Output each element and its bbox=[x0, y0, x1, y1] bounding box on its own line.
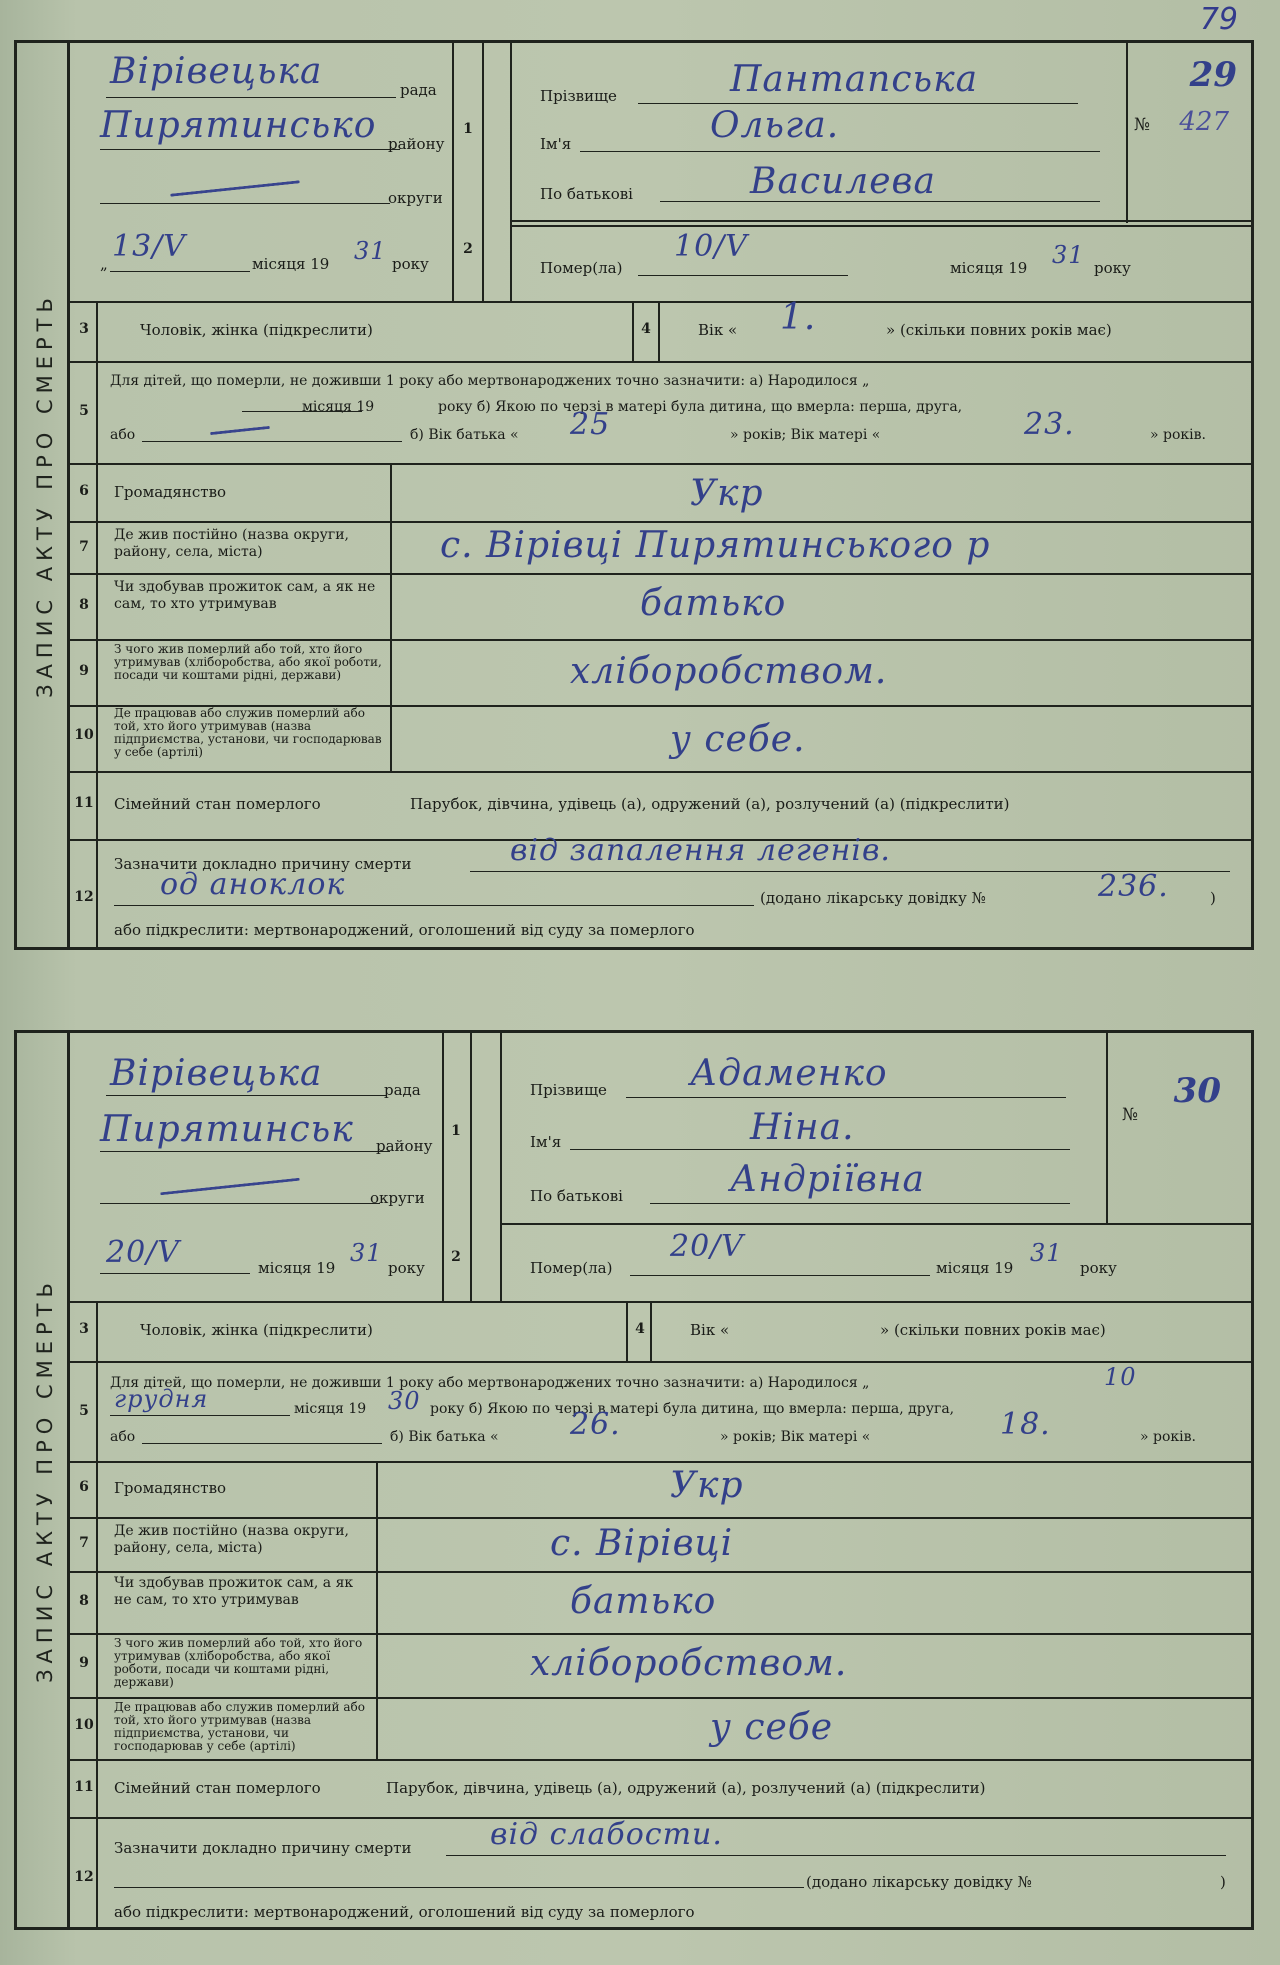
sex-label: Чоловік, жінка (підкреслити) bbox=[140, 1321, 373, 1339]
rada-value: Вірівецька bbox=[110, 51, 323, 92]
support-value: батько bbox=[640, 583, 787, 624]
cause-value-2: од аноклок bbox=[160, 867, 346, 902]
rada-value: Вірівецька bbox=[110, 1053, 323, 1094]
reg-year-value: 31 bbox=[350, 1239, 383, 1267]
cause-label: Зазначити докладно причину смерти bbox=[114, 1839, 412, 1857]
marital-options: Парубок, дівчина, удівець (а), одружений (а), розлучений (а) (підкреслити) bbox=[410, 795, 1010, 813]
okrug-dash bbox=[160, 1178, 300, 1196]
workplace-value: у себе bbox=[710, 1707, 834, 1748]
record-number: 30 bbox=[1173, 1071, 1221, 1111]
child-born-day-value: 10 bbox=[1104, 1363, 1137, 1391]
death-day-value: 10/V bbox=[674, 229, 748, 264]
workplace-value: у себе. bbox=[670, 719, 806, 760]
record-side-title bbox=[14, 40, 70, 950]
number-label: № bbox=[1134, 115, 1151, 135]
record-form: Вірівецька рада Пирятинськ району округи 20/V місяця 19 31 року 1 2 Прізвище Адаменко Ім'я Ніна. По батькові Андріївна № 30 Помер(ла) 20/V місяця 19 31 року 3 Чоловік, жінка (підкреслити) 4 Вік « » (скільки повних років має) 5 Для дітей, що померли, не доживши 1 року або мертвонароджених точно зазначити: а) Народилося „ 10 грудня місяця 19 30 року б) Якою по черзі в матері була дитина, що вмерла: перша, друга, або б) Вік батька « 26. » років; Вік матері « 18. » років. 6 Громадянство Укр 7 Де жив постійно (назва округи, району, села, міста) с. Вірівці 8 Чи здобував прожиток сам, а як не сам, то хто утримував батько 9 З чого жив померлий або той, хто його утримував (хліборобства, або якої роботи, посади чи коштами рідні, держави) хліборобством. 10 Де працював або служив померлий або той, хто його утримував (назва підприємства, установи, чи господарював у себе (артілі) у себе 11 Сімейний стан померлого Парубок, дівчина, удівець (а), одружений (а), розлучений (а) (підкреслити) 12 Зазначити докладно причину смерти від слабости. (додано лікарську довідку № ) або підкреслити: мертвонароджений, оголошений від суду за померлого bbox=[70, 1030, 1254, 1930]
child-born-year-value: 30 bbox=[388, 1387, 421, 1415]
cause-value-1: від слабости. bbox=[490, 1817, 723, 1852]
support-label: Чи здобував прожиток сам, а як не сам, то хто утримував bbox=[114, 1575, 354, 1608]
side-title-text: ЗАПИС АКТУ ПРО СМЕРТЬ bbox=[33, 1277, 57, 1683]
certificate-label: (додано лікарську довідку № bbox=[760, 889, 986, 907]
citizenship-value: Укр bbox=[670, 1465, 744, 1506]
death-month-label: місяця 19 bbox=[936, 1259, 1014, 1277]
reg-day-value: 20/V bbox=[106, 1235, 180, 1270]
occupation-label: З чого жив померлий або той, хто його утримував (хліборобства, або якої роботи, посади чи коштами рідні, держави) bbox=[114, 1636, 363, 1689]
patronymic-label: По батькові bbox=[530, 1187, 623, 1205]
reg-year-label: року bbox=[388, 1259, 425, 1277]
name-value: Ольга. bbox=[710, 105, 840, 146]
age-label: Вік « bbox=[698, 321, 738, 339]
raion-label: району bbox=[376, 1137, 433, 1155]
workplace-label: Де працював або служив померлий або той, хто його утримував (назва підприємства, установи, чи господарював у себе (артілі) bbox=[114, 706, 382, 759]
reg-month-label: місяця 19 bbox=[252, 255, 330, 273]
number-label: № bbox=[1122, 1105, 1139, 1125]
death-month-label: місяця 19 bbox=[950, 259, 1028, 277]
side-title-text: ЗАПИС АКТУ ПРО СМЕРТЬ bbox=[33, 292, 57, 698]
age-label: Вік « bbox=[690, 1321, 730, 1339]
record-number-alt: 427 bbox=[1179, 107, 1229, 137]
surname-value: Пантапська bbox=[730, 59, 979, 100]
patronymic-label: По батькові bbox=[540, 185, 633, 203]
raion-value: Пирятинськ bbox=[100, 1109, 354, 1150]
age-note: » (скільки повних років має) bbox=[880, 1321, 1106, 1339]
marital-label: Сімейний стан померлого bbox=[114, 1779, 321, 1797]
death-day-value: 20/V bbox=[670, 1229, 744, 1264]
residence-label: Де жив постійно (назва округи, району, села, міста) bbox=[114, 527, 349, 560]
death-date-label: Помер(ла) bbox=[530, 1259, 613, 1277]
name-label: Ім'я bbox=[530, 1133, 562, 1151]
name-value: Ніна. bbox=[750, 1107, 855, 1148]
record-side-title bbox=[14, 1030, 70, 1930]
surname-label: Прізвище bbox=[540, 87, 617, 105]
reg-month-label: місяця 19 bbox=[258, 1259, 336, 1277]
marital-options: Парубок, дівчина, удівець (а), одружений (а), розлучений (а) (підкреслити) bbox=[386, 1779, 986, 1797]
age-note: » (скільки повних років має) bbox=[886, 321, 1112, 339]
sex-label: Чоловік, жінка (підкреслити) bbox=[140, 321, 373, 339]
death-record-2 bbox=[14, 1030, 1254, 1930]
rada-label: рада bbox=[384, 1081, 421, 1099]
stillborn-note: або підкреслити: мертвонароджений, оголошений від суду за померлого bbox=[114, 921, 695, 939]
death-date-label: Помер(ла) bbox=[540, 259, 623, 277]
page-number: 79 bbox=[1199, 2, 1238, 37]
residence-label: Де жив постійно (назва округи, району, села, міста) bbox=[114, 1523, 349, 1556]
record-number: 29 bbox=[1189, 55, 1237, 95]
mother-age-value: 18. bbox=[1000, 1407, 1051, 1442]
residence-value: с. Вірівці bbox=[550, 1523, 734, 1564]
death-record-1 bbox=[14, 40, 1254, 950]
certificate-value: 236. bbox=[1098, 869, 1169, 904]
cause-label: Зазначити докладно причину смерти bbox=[114, 855, 412, 873]
certificate-label: (додано лікарську довідку № bbox=[806, 1873, 1032, 1891]
support-label: Чи здобував прожиток сам, а як не сам, то хто утримував bbox=[114, 579, 376, 612]
surname-label: Прізвище bbox=[530, 1081, 607, 1099]
citizenship-label: Громадянство bbox=[114, 483, 227, 501]
father-age-value: 26. bbox=[570, 1407, 621, 1442]
cause-value-1: від запалення легенів. bbox=[510, 833, 891, 868]
raion-label: району bbox=[388, 135, 445, 153]
marital-label: Сімейний стан померлого bbox=[114, 795, 321, 813]
surname-value: Адаменко bbox=[690, 1053, 888, 1094]
patronymic-value: Василева bbox=[750, 161, 936, 202]
workplace-label: Де працював або служив померлий або той, хто його утримував (назва підприємства, установи, чи господарював у себе (артілі) bbox=[114, 1700, 365, 1753]
stillborn-note: або підкреслити: мертвонароджений, оголошений від суду за померлого bbox=[114, 1903, 695, 1921]
death-year-label: року bbox=[1094, 259, 1131, 277]
okrug-dash bbox=[170, 180, 300, 197]
okrug-label: округи bbox=[370, 1189, 425, 1207]
support-value: батько bbox=[570, 1581, 717, 1622]
rada-label: рада bbox=[400, 81, 437, 99]
record-form: Вірівецька рада Пирятинсько району округи „ 13/V місяця 19 31 року 1 2 Прізвище Пантапська Ім'я Ольга. По батькові Василева № 29 427 Помер(ла) 10/V місяця 19 31 року 3 Чоловік, жінка (підкреслити) 4 Вік « 1. » (скільки повних років має) 5 Для дітей, що померли, не доживши 1 року або мертвонароджених точно зазначити: а) Народилося „ місяця 19 року б) Якою по черзі в матері була дитина, що вмерла: перша, друга, або б) Вік батька « 25 » років; Вік матері « 23. » років. 6 Громадянство Укр 7 Де жив постійно (назва округи, району, села, міста) с. Вірівці Пирятинського р 8 Чи здобував прожиток сам, а як не сам, то хто утримував батько 9 З чого жив померлий або той, хто його утримував (хліборобства, або якої роботи, посади чи коштами рідні, держави) хліборобством. 10 Де працював або служив померлий або той, хто його утримував (назва підприємства, установи, чи господарював у себе (артілі) у себе. 11 Сімейний стан померлого Парубок, дівчина, удівець (а), одружений (а), розлучений (а) (підкреслити) 12 Зазначити докладно причину смерти від запалення легенів. од аноклок (додано лікарську довідку № 236. ) або підкреслити: мертвонароджений, оголошений від суду за померлого bbox=[70, 40, 1254, 950]
death-year-label: року bbox=[1080, 1259, 1117, 1277]
reg-year-value: 31 bbox=[354, 237, 387, 265]
age-value: 1. bbox=[780, 297, 817, 338]
residence-value: с. Вірівці Пирятинського р bbox=[440, 525, 991, 566]
citizenship-value: Укр bbox=[690, 473, 764, 514]
citizenship-label: Громадянство bbox=[114, 1479, 227, 1497]
occupation-label: З чого жив померлий або той, хто його утримував (хліборобства, або якої роботи, посади чи коштами рідні, держави) bbox=[114, 642, 382, 682]
name-label: Ім'я bbox=[540, 135, 572, 153]
reg-year-label: року bbox=[392, 255, 429, 273]
okrug-label: округи bbox=[388, 189, 443, 207]
death-year-value: 31 bbox=[1052, 241, 1085, 269]
occupation-value: хліборобством. bbox=[530, 1643, 848, 1684]
child-born-month-value: грудня bbox=[114, 1385, 209, 1413]
father-age-value: 25 bbox=[570, 407, 611, 442]
mother-age-value: 23. bbox=[1024, 407, 1075, 442]
patronymic-value: Андріївна bbox=[730, 1159, 925, 1200]
occupation-value: хліборобством. bbox=[570, 651, 888, 692]
reg-day-value: 13/V bbox=[112, 229, 186, 264]
death-year-value: 31 bbox=[1030, 1239, 1063, 1267]
raion-value: Пирятинсько bbox=[100, 105, 377, 146]
